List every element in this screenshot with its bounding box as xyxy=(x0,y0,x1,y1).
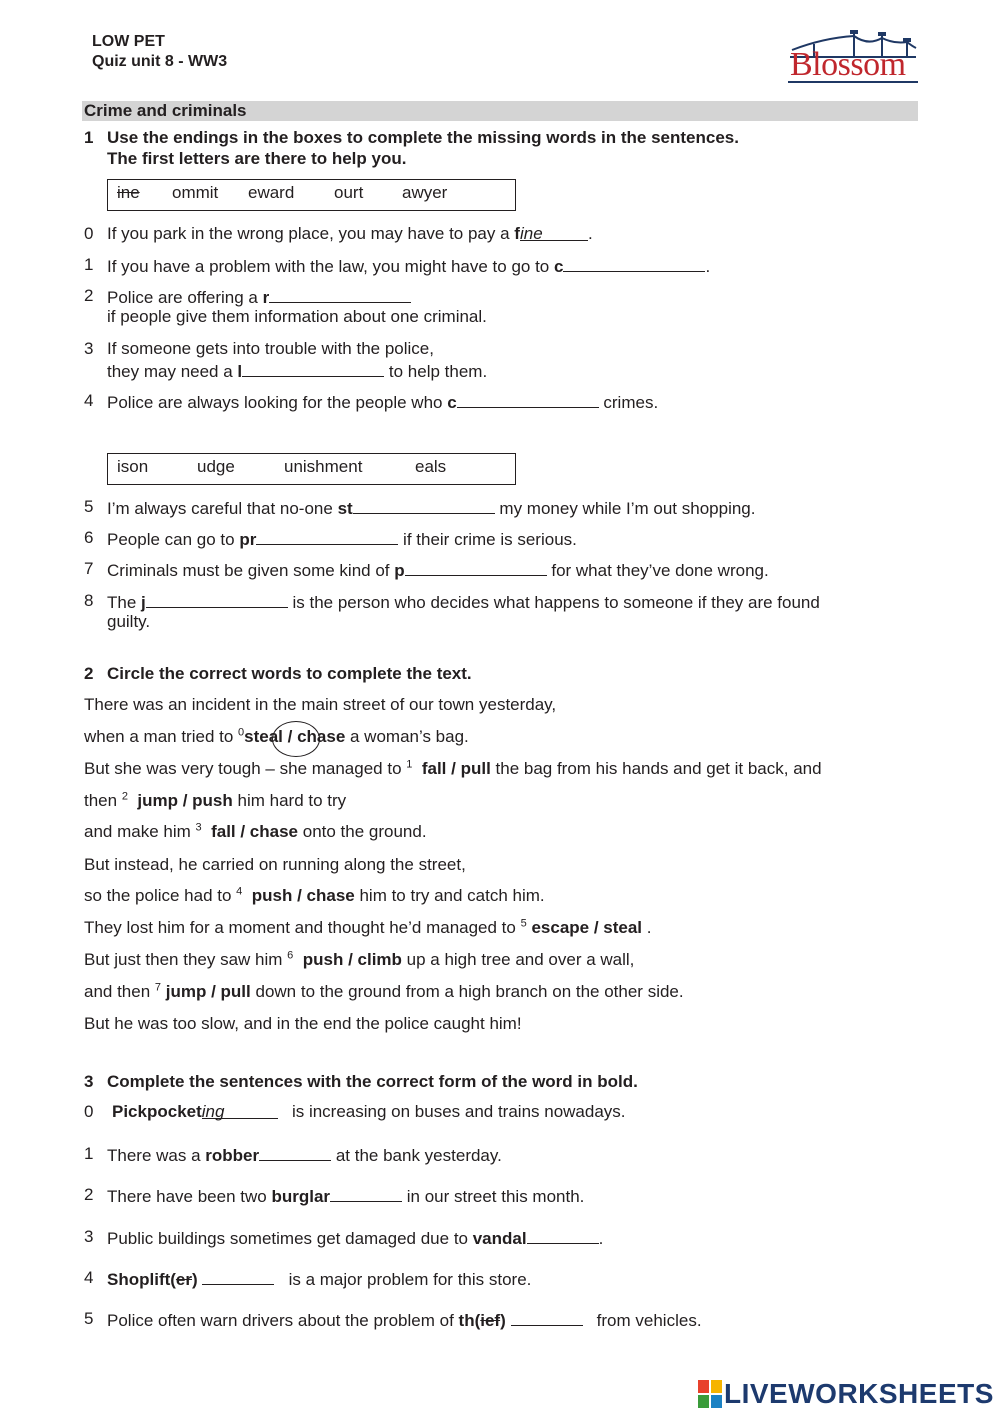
ex1-item-4: Police are always looking for the people who c crimes. xyxy=(107,393,659,412)
answer-blank[interactable] xyxy=(511,1309,583,1326)
answer-blank[interactable] xyxy=(256,528,398,545)
ex1-item-3-pre: If someone gets into trouble with the police, xyxy=(107,339,434,358)
word-box-ending: unishment xyxy=(284,457,363,476)
answer-blank[interactable] xyxy=(242,360,384,377)
answer-blank[interactable] xyxy=(269,286,411,303)
answer-blank[interactable] xyxy=(405,559,547,576)
answer-blank[interactable] xyxy=(353,497,495,514)
ex1-item-8-cont: guilty. xyxy=(107,612,151,631)
ex1-item-6: People can go to pr if their crime is serious. xyxy=(107,530,577,549)
word-box-ending: udge xyxy=(197,457,235,476)
item-number: 1 xyxy=(84,255,94,274)
item-number: 3 xyxy=(84,1227,94,1246)
worksheet-subtitle: Quiz unit 8 - WW3 xyxy=(92,53,228,70)
answer-blank[interactable] xyxy=(457,391,599,408)
item-number: 5 xyxy=(84,1309,94,1328)
ex3-item-0: Pickpocketing is increasing on buses and trains nowadays. xyxy=(112,1102,626,1121)
word-box-ending: ine xyxy=(117,183,140,202)
word-box-ending: ommit xyxy=(172,183,219,202)
ex1-number: 1 xyxy=(84,128,94,147)
section-title: Crime and criminals xyxy=(82,101,918,121)
answer-blank[interactable] xyxy=(202,1268,274,1285)
ex2-line-7: They lost him for a moment and thought he’d managed to $^5$ escape / steal . xyxy=(84,917,652,937)
ex1-item-3: they may need a l to help them. xyxy=(107,362,488,381)
item-number: 0 xyxy=(84,1102,94,1121)
item-number: 2 xyxy=(84,1185,94,1204)
word-box-ending: ourt xyxy=(334,183,364,202)
ex3-item-3: Public buildings sometimes get damaged due to vandal . xyxy=(107,1229,604,1248)
ex3-item-2: There have been two burglar in our street this month. xyxy=(107,1187,585,1206)
ex3-item-1: There was a robber at the bank yesterday. xyxy=(107,1146,502,1165)
option-pair[interactable]: jump / push xyxy=(137,791,233,810)
ex2-line-9: and then $^7$ jump / pull down to the ground from a high branch on the other side. xyxy=(84,981,684,1001)
worksheet-level: LOW PET xyxy=(92,33,165,50)
ex1-instruction-1: Use the endings in the boxes to complete the missing words in the sentences. xyxy=(107,128,739,147)
item-number: 0 xyxy=(84,224,94,243)
option-pair[interactable]: fall / chase xyxy=(211,822,299,841)
ex2-line-3: then $^2$ jump / push him hard to try xyxy=(84,790,347,810)
blossom-logo xyxy=(788,30,918,88)
option-pair[interactable]: fall / pull xyxy=(421,759,491,778)
ex3-item-4: Shoplift(er) is a major problem for this store. xyxy=(107,1270,532,1289)
ex1-item-7: Criminals must be given some kind of p for what they’ve done wrong. xyxy=(107,561,769,580)
option-pair[interactable]: push / chase xyxy=(251,886,355,905)
ex2-line-10: But he was too slow, and in the end the police caught him! xyxy=(84,1014,522,1033)
ex2-line-5: But instead, he carried on running along the street, xyxy=(84,855,466,874)
option-pair[interactable]: jump / pull xyxy=(165,982,251,1001)
word-box-2 xyxy=(107,453,516,485)
ex3-instruction: Complete the sentences with the correct form of the word in bold. xyxy=(107,1072,638,1091)
word-box-ending: awyer xyxy=(402,183,448,202)
answer-blank[interactable] xyxy=(527,1227,599,1244)
item-number: 6 xyxy=(84,528,94,547)
ex2-line-2: But she was very tough – she managed to $^1$ fall / pull the bag from his hands and get it back, and xyxy=(84,758,822,778)
ex2-line-4: and make him $^3$ fall / chase onto the ground. xyxy=(84,821,427,841)
ex2-number: 2 xyxy=(84,664,94,683)
option-pair[interactable]: steal / chase xyxy=(244,727,346,746)
ex2-line-0: There was an incident in the main street of our town yesterday, xyxy=(84,695,557,714)
answer-blank[interactable]: ing xyxy=(202,1102,278,1119)
item-number: 4 xyxy=(84,1268,94,1287)
item-number: 1 xyxy=(84,1144,94,1163)
answer-blank[interactable] xyxy=(259,1144,331,1161)
item-number: 2 xyxy=(84,286,94,305)
ex3-item-5: Police often warn drivers about the problem of th(ief) from vehicles. xyxy=(107,1311,702,1330)
item-number: 3 xyxy=(84,339,94,358)
word-box-1 xyxy=(107,179,516,211)
ex2-line-6: so the police had to $^4$ push / chase him to try and catch him. xyxy=(84,885,545,905)
ex2-instruction: Circle the correct words to complete the text. xyxy=(107,664,472,683)
lws-mark-icon xyxy=(698,1380,722,1408)
answer-blank[interactable] xyxy=(330,1185,402,1202)
ex2-line-1: when a man tried to $^0$steal / chase a woman’s bag. xyxy=(84,726,469,746)
answer-blank[interactable]: ine xyxy=(520,224,588,241)
word-box-ending: eward xyxy=(248,183,295,202)
answer-blank[interactable] xyxy=(563,255,705,272)
liveworksheets-logo xyxy=(698,1377,994,1411)
answer-circle xyxy=(272,721,320,757)
item-number: 4 xyxy=(84,391,94,410)
ex1-item-8: The j is the person who decides what happens to someone if they are found xyxy=(107,593,820,612)
option-pair[interactable]: escape / steal xyxy=(531,918,643,937)
ex1-item-2-cont: if people give them information about one criminal. xyxy=(107,307,487,326)
ex2-line-8: But just then they saw him $^6$ push / climb up a high tree and over a wall, xyxy=(84,949,635,969)
word-box-ending: ison xyxy=(117,457,149,476)
ex1-item-1: If you have a problem with the law, you might have to go to c . xyxy=(107,257,711,276)
item-number: 8 xyxy=(84,591,94,610)
answer-blank[interactable] xyxy=(146,591,288,608)
ex1-item-0: If you park in the wrong place, you may have to pay a fine . xyxy=(107,224,593,243)
ex3-number: 3 xyxy=(84,1072,94,1091)
liveworksheets-text: LIVEWORKSHEETS xyxy=(724,1378,994,1409)
word-box-ending: eals xyxy=(415,457,447,476)
ex1-item-5: I’m always careful that no-one st my money while I’m out shopping. xyxy=(107,499,756,518)
item-number: 5 xyxy=(84,497,94,516)
ex1-instruction-2: The first letters are there to help you. xyxy=(107,149,407,168)
logo-text: Blossom xyxy=(790,46,906,83)
item-number: 7 xyxy=(84,559,94,578)
option-pair[interactable]: push / climb xyxy=(302,950,402,969)
ex1-item-2: Police are offering a r xyxy=(107,286,411,308)
